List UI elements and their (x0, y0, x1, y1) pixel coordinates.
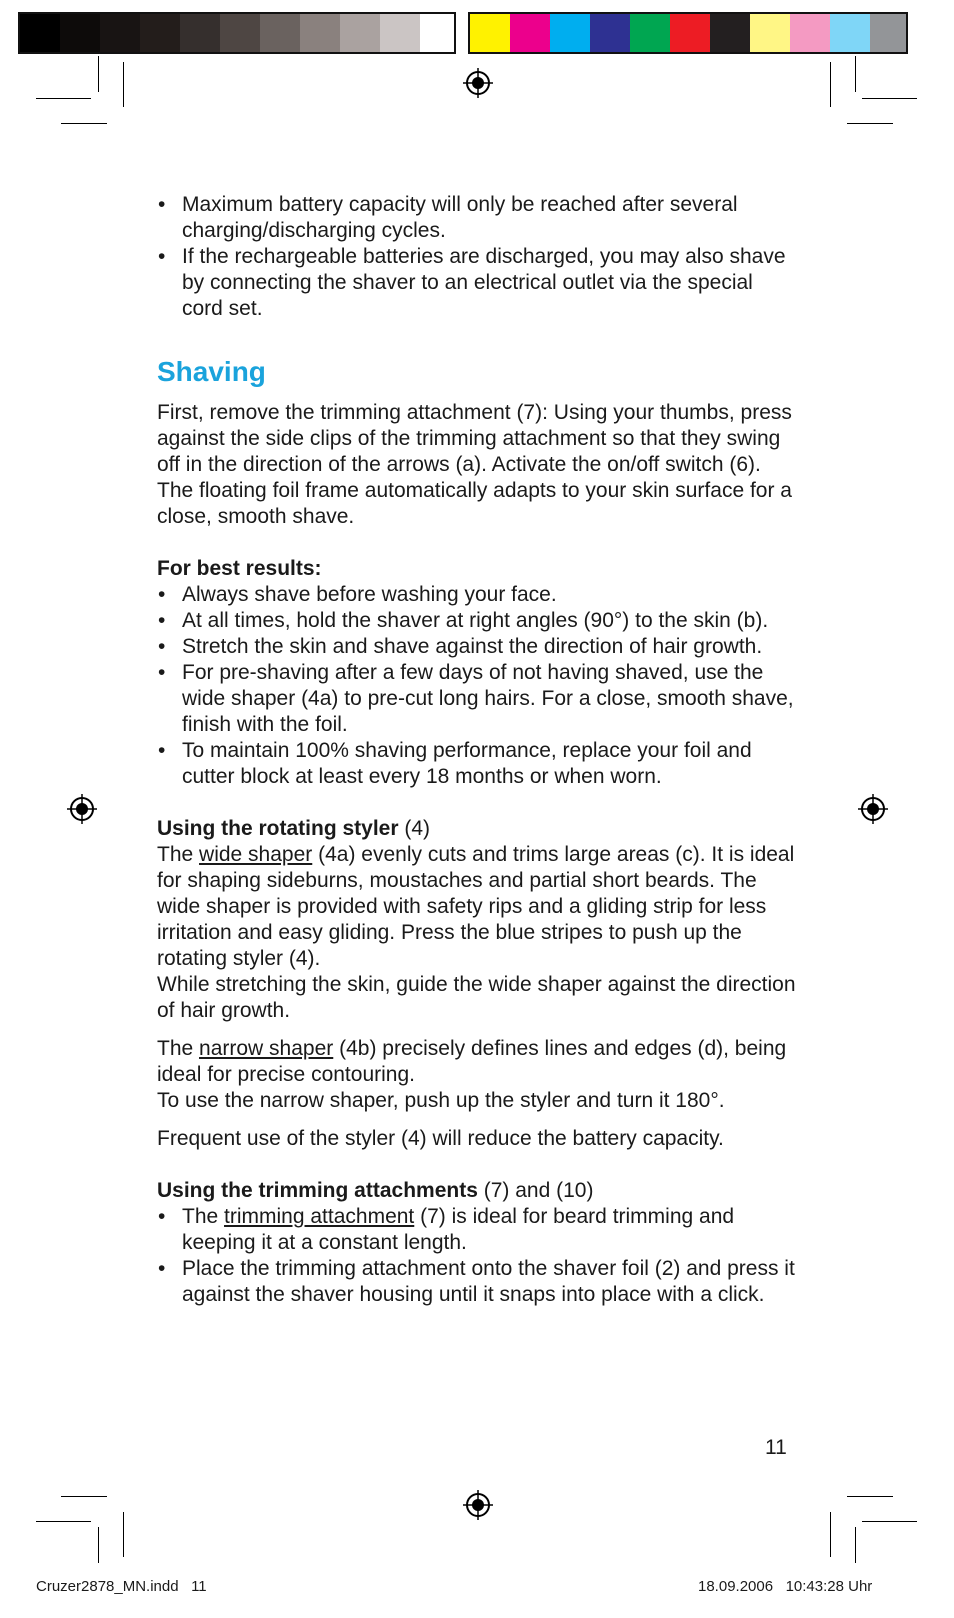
gray-swatch (180, 14, 220, 52)
list-item: • To maintain 100% shaving performance, replace your foil and cutter block at least every 18 months or when worn. (157, 738, 797, 790)
shaving-intro: First, remove the trimming attachment (7): Using your thumbs, press against the side clips of the trimming attachment so that they swing off in the direction of the arrows (a). Activate the on/off switch (6). The floating foil frame automatically adapts to your skin surface for a close, smooth shave. (157, 401, 792, 528)
list-item (157, 1204, 797, 1256)
gray-swatch (20, 14, 60, 52)
narrow-shaper-term: narrow shaper (199, 1037, 334, 1060)
crop-mark (830, 62, 831, 107)
section-heading-shaving: Shaving (157, 356, 266, 387)
best-results-list (157, 582, 797, 790)
crop-mark (862, 1521, 917, 1522)
registration-mark-icon (463, 68, 493, 98)
registration-mark-icon (67, 794, 97, 824)
crop-mark (855, 1527, 856, 1563)
text-span: (4a) evenly cuts and trims large areas (c). It is ideal for shaping sideburns, moustaches and partial short beards. The wide shaper is provided with safety rips and a gliding strip for less irritation and easy gliding. Press the blue stripes to push up the rotating styler (4). (157, 843, 795, 970)
process-color-bar (468, 12, 908, 54)
crop-mark (862, 98, 917, 99)
list-item: • Maximum battery capacity will only be reached after several charging/discharging cycles. (157, 192, 797, 244)
gray-swatch (60, 14, 100, 52)
crop-mark (123, 62, 124, 107)
gray-swatch (140, 14, 180, 52)
trimming-title (157, 1178, 797, 1204)
color-swatch (710, 14, 750, 52)
slug-timestamp: 18.09.2006 10:43:28 Uhr (698, 1578, 873, 1595)
crop-mark (847, 1496, 893, 1497)
gray-swatch (220, 14, 260, 52)
color-swatch (590, 14, 630, 52)
list-item: • Always shave before washing your face. (157, 582, 797, 608)
page-content (157, 192, 797, 1308)
crop-mark (36, 1521, 91, 1522)
gray-swatch (380, 14, 420, 52)
gray-swatch (420, 14, 454, 52)
text-span: The (182, 1205, 225, 1228)
crop-mark (36, 98, 91, 99)
best-results-title: For best results: (157, 557, 322, 580)
color-swatch (510, 14, 550, 52)
styler-paragraph-3: Frequent use of the styler (4) will reduce the battery capacity. (157, 1127, 724, 1150)
page-number: 11 (765, 1436, 787, 1459)
crop-mark (123, 1512, 124, 1557)
intro-bullet-list (157, 192, 797, 322)
grayscale-color-bar (18, 12, 456, 54)
crop-mark (61, 123, 107, 124)
gray-swatch (300, 14, 340, 52)
registration-mark-icon (463, 1490, 493, 1520)
crop-mark (847, 123, 893, 124)
color-swatch (870, 14, 906, 52)
list-item: • Stretch the skin and shave against the direction of hair growth. (157, 634, 797, 660)
text-span: The (157, 1037, 200, 1060)
styler-title-ref: (4) (398, 817, 431, 840)
trimming-title-ref: (7) and (10) (477, 1179, 594, 1202)
crop-mark (98, 1527, 99, 1563)
text-span: (7) is ideal for beard trimming and keeping it at a constant length. (182, 1205, 735, 1254)
crop-mark (830, 1512, 831, 1557)
trimming-title-text: Using the trimming attachments (157, 1179, 478, 1202)
color-swatch (750, 14, 790, 52)
list-item: • At all times, hold the shaver at right angles (90°) to the skin (b). (157, 608, 797, 634)
list-item: • Place the trimming attachment onto the shaver foil (2) and press it against the shaver housing until it snaps into place with a click. (157, 1256, 797, 1308)
styler-paragraph-2 (157, 1036, 797, 1088)
styler-paragraph-1 (157, 842, 797, 972)
wide-shaper-term: wide shaper (199, 843, 313, 866)
registration-mark-icon (858, 794, 888, 824)
color-swatch (790, 14, 830, 52)
text-span: (4b) precisely defines lines and edges (d), being ideal for precise contouring. (157, 1037, 787, 1086)
text-span: The (157, 843, 200, 866)
color-swatch (470, 14, 510, 52)
crop-mark (98, 56, 99, 92)
styler-title-text: Using the rotating styler (157, 817, 399, 840)
styler-paragraph-2b: To use the narrow shaper, push up the styler and turn it 180°. (157, 1089, 725, 1112)
list-item: • If the rechargeable batteries are discharged, you may also shave by connecting the shaver to an electrical outlet via the special cord set. (157, 244, 797, 322)
color-swatch (670, 14, 710, 52)
styler-title (157, 816, 797, 842)
color-swatch (830, 14, 870, 52)
list-item: • For pre-shaving after a few days of not having shaved, use the wide shaper (4a) to pre-cut long hairs. For a close, smooth shave, finish with the foil. (157, 660, 797, 738)
crop-mark (61, 1496, 107, 1497)
crop-mark (855, 56, 856, 92)
styler-paragraph-1b: While stretching the skin, guide the wide shaper against the direction of hair growth. (157, 973, 796, 1022)
color-swatch (630, 14, 670, 52)
gray-swatch (260, 14, 300, 52)
trimming-attachment-term: trimming attachment (224, 1205, 415, 1228)
trimming-list (157, 1204, 797, 1308)
slug-file-name: Cruzer2878_MN.indd 11 (36, 1578, 207, 1595)
gray-swatch (100, 14, 140, 52)
color-swatch (550, 14, 590, 52)
gray-swatch (340, 14, 380, 52)
